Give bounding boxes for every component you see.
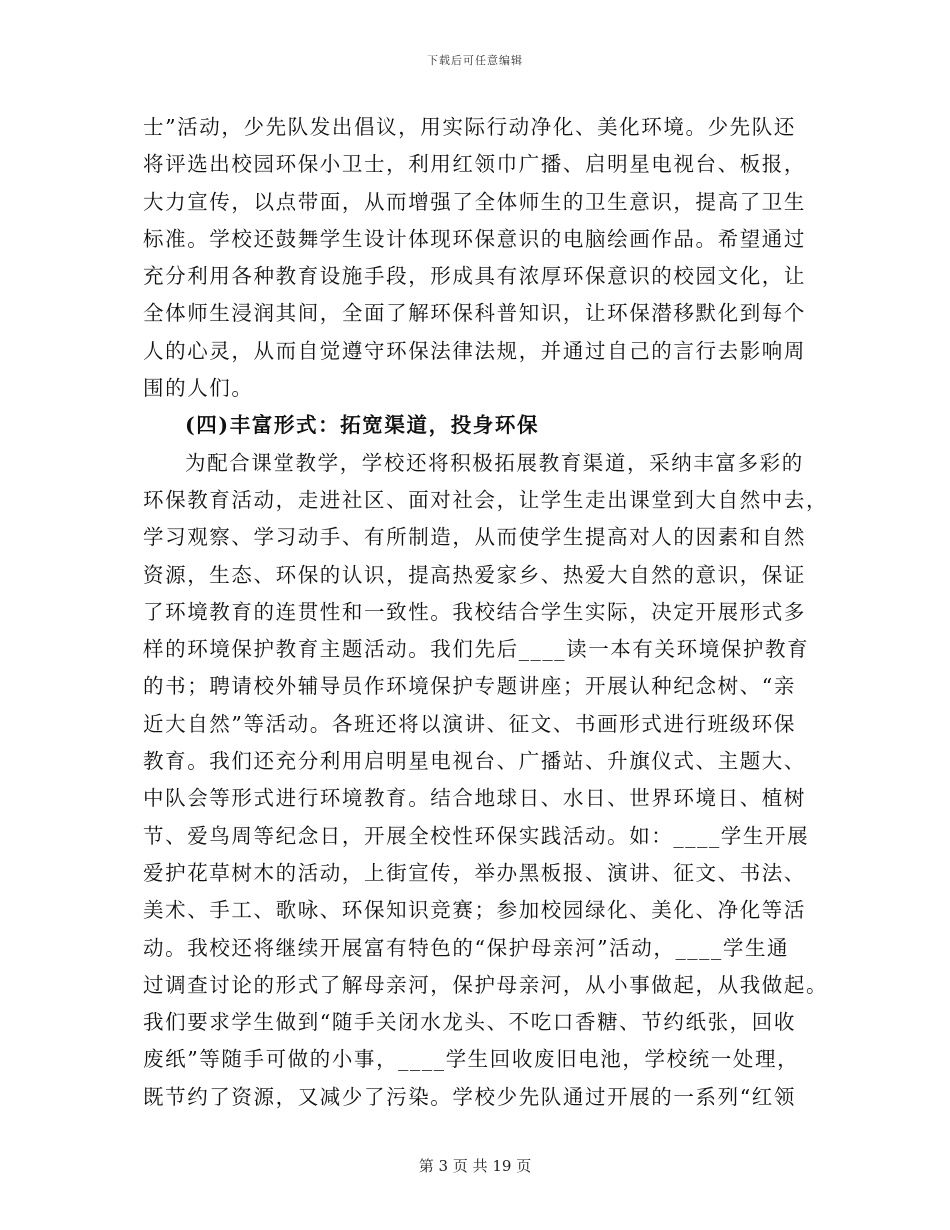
text-line: 近大自然”等活动。各班还将以演讲、征文、书画形式进行班级环保 [143,711,796,736]
text-line: 人的心灵，从而自觉遵守环保法律法规，并通过自己的言行去影响周 [143,338,806,363]
text-line: 教育。我们还充分利用启明星电视台、广播站、升旗仪式、主题大、 [143,749,806,774]
paragraph-first-line: 为配合课堂教学，学校还将积极拓展教育渠道，采纳丰富多彩的 [185,450,804,475]
text-line: 士”活动，少先队发出倡议，用实际行动净化、美化环境。少先队还 [143,115,796,139]
text-line: 的书；聘请校外辅导员作环境保护专题讲座；开展认种纪念树、“亲 [143,674,796,699]
text-line: 过调查讨论的形式了解母亲河，保护母亲河，从小事做起，从我做起。 [143,972,829,997]
text-line: 充分利用各种教育设施手段，形成具有浓厚环保意识的校园文化，让 [143,264,806,289]
text-line: 节、爱鸟周等纪念日，开展全校性环保实践活动。如：____学生开展 [143,823,810,848]
text-line: 我们要求学生做到“随手关闭水龙头、不吃口香糖、节约纸张，回收 [143,1010,796,1035]
text-line: 全体师生浸润其间，全面了解环保科普知识，让环保潜移默化到每个 [143,301,806,326]
text-line: 动。我校还将继续开展富有特色的“保护母亲河”活动，____学生通 [143,935,790,960]
page-number: 第 3 页 共 19 页 [418,1157,532,1175]
document-body [143,109,829,1116]
section-heading: (四)丰富形式：拓宽渠道，投身环保 [185,413,540,438]
text-line: 既节约了资源，又减少了污染。学校少先队通过开展的一系列“红领 [143,1084,796,1109]
text-line: 标准。学校还鼓舞学生设计体现环保意识的电脑绘画作品。希望通过 [143,226,806,251]
text-line: 了环境教育的连贯性和一致性。我校结合学生实际，决定开展形式多 [143,599,806,624]
text-line: 中队会等形式进行环境教育。结合地球日、水日、世界环境日、植树 [143,786,806,811]
text-line: 爱护花草树木的活动，上街宣传，举办黑板报、演讲、征文、书法、 [143,860,806,885]
header-note: 下载后可任意编辑 [427,54,523,67]
text-line: 资源，生态、环保的认识，提高热爱家乡、热爱大自然的意识，保证 [143,562,806,587]
text-line: 美术、手工、歌咏、环保知识竞赛；参加校园绿化、美化、净化等活 [143,898,806,923]
text-line: 学习观察、学习动手、有所制造，从而使学生提高对人的因素和自然 [143,525,806,550]
text-line: 样的环境保护教育主题活动。我们先后____读一本有关环境保护教育 [143,637,810,662]
text-line: 将评选出校园环保小卫士，利用红领巾广播、启明星电视台、板报， [143,152,806,177]
text-line: 环保教育活动，走进社区、面对社会，让学生走出课堂到大自然中去， [143,487,829,512]
text-line: 围的人们。 [143,376,254,401]
text-line: 废纸”等随手可做的小事，____学生回收废旧电池，学校统一处理， [143,1047,800,1072]
text-line: 大力宣传，以点带面，从而增强了全体师生的卫生意识，提高了卫生 [143,189,806,214]
